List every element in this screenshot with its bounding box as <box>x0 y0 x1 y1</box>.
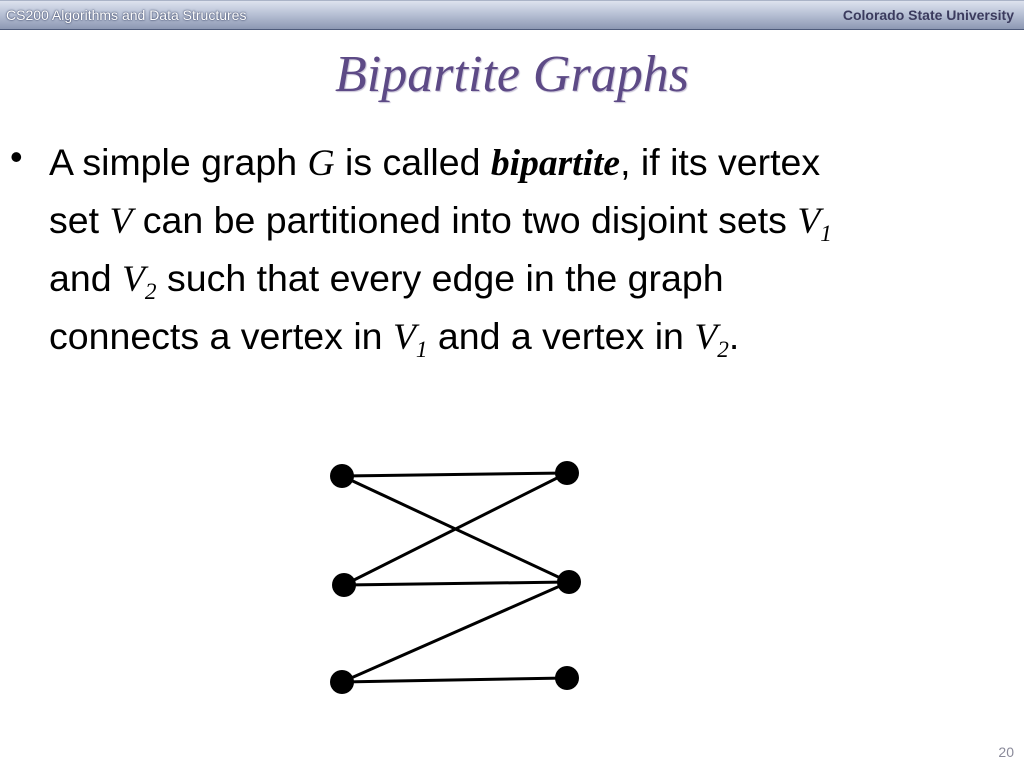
defined-term: bipartite <box>490 143 621 184</box>
bullet-line-1 <box>49 134 1009 192</box>
text-run: and a vertex in <box>427 315 695 357</box>
math-symbol <box>694 317 729 364</box>
math-symbol <box>392 317 428 364</box>
course-title: CS200 Algorithms and Data Structures <box>6 7 247 23</box>
math-symbol <box>797 201 832 248</box>
edge-l3-r2 <box>342 582 569 682</box>
text-run: set <box>49 199 110 241</box>
math-symbol <box>122 259 157 306</box>
vertex-l3 <box>330 670 354 694</box>
header-bar <box>0 0 1024 30</box>
math-subscript: 1 <box>415 337 428 364</box>
bullet-line-3 <box>49 250 1009 308</box>
text-run: can be partitioned into two disjoint sets <box>132 199 798 241</box>
text-run: and <box>49 257 122 299</box>
vertex-l2 <box>332 573 356 597</box>
math-base: V <box>797 201 821 242</box>
page-number: 20 <box>998 744 1014 760</box>
text-run: A simple graph <box>49 141 308 183</box>
text-run: such that every edge in the graph <box>156 257 724 299</box>
text-run: connects a vertex in <box>49 315 393 357</box>
vertex-r3 <box>555 666 579 690</box>
bullet-line-2 <box>49 192 1009 250</box>
text-run: . <box>728 315 740 357</box>
graph-vertices <box>330 461 581 694</box>
bullet-marker: • <box>10 136 23 177</box>
math-base: V <box>392 317 416 358</box>
university-name: Colorado State University <box>842 7 1014 23</box>
text-run: , if its vertex <box>620 141 821 183</box>
edge-l1-r1 <box>342 473 567 476</box>
vertex-r1 <box>555 461 579 485</box>
vertex-r2 <box>557 570 581 594</box>
text-run: is called <box>334 141 491 183</box>
edge-l1-r2 <box>342 476 569 582</box>
edge-l2-r2 <box>344 582 569 585</box>
math-subscript: 1 <box>820 221 832 248</box>
vertex-l1 <box>330 464 354 488</box>
math-subscript: 2 <box>144 279 157 306</box>
math-base: V <box>122 259 145 300</box>
graph-edges <box>342 473 569 682</box>
edge-l3-r3 <box>342 678 567 682</box>
slide-title: Bipartite Graphs <box>335 46 689 103</box>
math-symbol: G <box>307 143 335 184</box>
bullet-line-4 <box>49 308 1009 366</box>
edge-l2-r1 <box>344 473 567 585</box>
math-base: V <box>694 317 718 358</box>
math-subscript: 2 <box>717 337 729 364</box>
bullet-text <box>49 134 1009 366</box>
math-symbol: V <box>109 201 133 242</box>
